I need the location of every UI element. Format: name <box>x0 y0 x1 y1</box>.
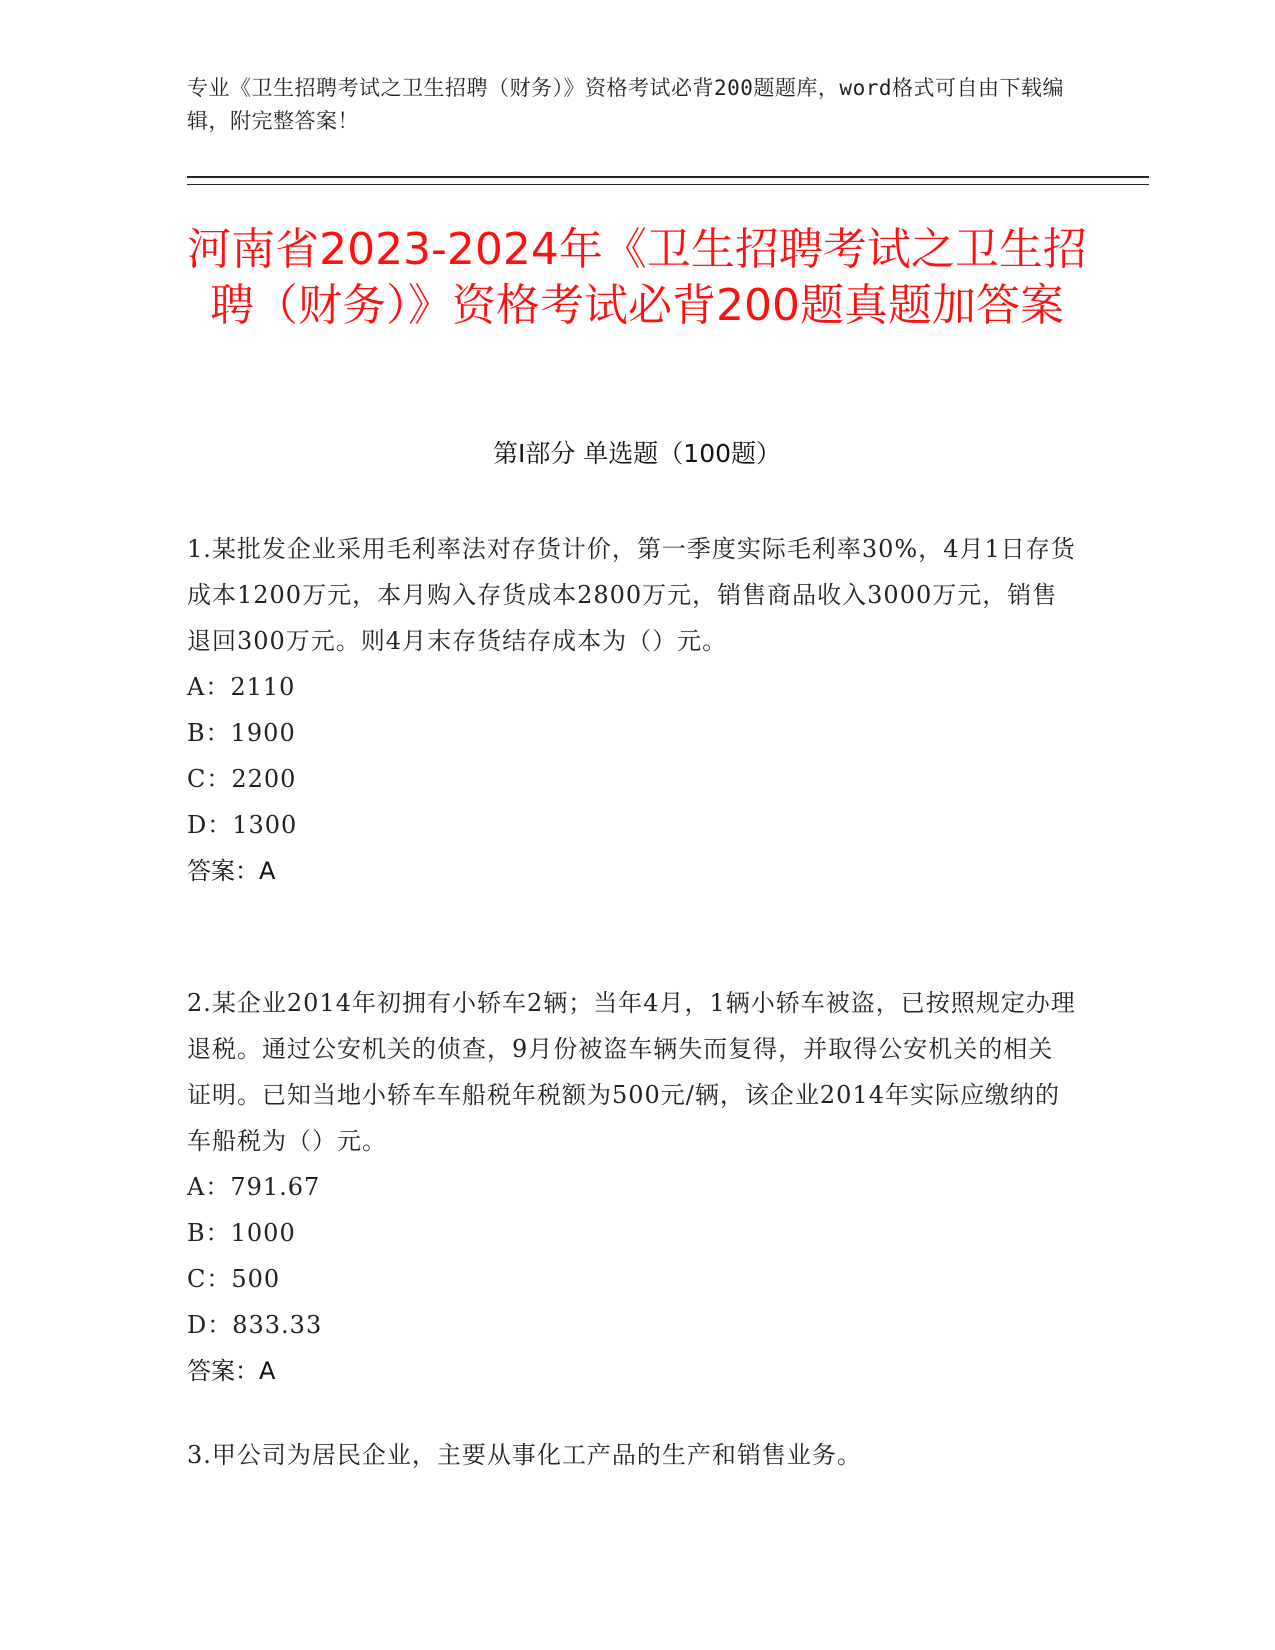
answer: 答案：A <box>187 1357 276 1385</box>
option-a: A：2110 <box>187 673 296 701</box>
section-title: 第I部分 单选题（100题） <box>492 439 782 468</box>
header-divider-thin <box>187 184 1149 185</box>
option-d: D：833.33 <box>187 1311 323 1339</box>
question-1 <box>187 526 1077 894</box>
option-d: D：1300 <box>187 811 298 839</box>
header-note: 专业《卫生招聘考试之卫生招聘（财务）》资格考试必背200题题库，word格式可自由下载编辑，附完整答案！ <box>187 76 1064 133</box>
question-stem: 1.某批发企业采用毛利率法对存货计价，第一季度实际毛利率30%，4月1日存货成本1200万元，本月购入存货成本2800万元，销售商品收入3000万元，销售退回300万元。则4月末存货结存成本为（）元。 <box>187 535 1076 655</box>
answer: 答案：A <box>187 857 276 885</box>
header-divider-thick <box>187 176 1149 178</box>
question-3 <box>187 1432 1077 1478</box>
option-b: B：1900 <box>187 719 296 747</box>
document-title: 河南省2023-2024年《卫生招聘考试之卫生招聘（财务）》资格考试必背200题真题加答案 <box>187 224 1087 331</box>
question-stem: 2.某企业2014年初拥有小轿车2辆；当年4月，1辆小轿车被盗，已按照规定办理退税。通过公安机关的侦查，9月份被盗车辆失而复得，并取得公安机关的相关证明。已知当地小轿车车船税年税额为500元/辆，该企业2014年实际应缴纳的车船税为（）元。 <box>187 989 1076 1155</box>
option-b: B：1000 <box>187 1219 296 1247</box>
option-a: A：791.67 <box>187 1173 321 1201</box>
question-stem: 3.甲公司为居民企业，主要从事化工产品的生产和销售业务。 <box>187 1441 862 1469</box>
option-c: C：500 <box>187 1265 281 1293</box>
question-2 <box>187 980 1077 1394</box>
option-c: C：2200 <box>187 765 297 793</box>
